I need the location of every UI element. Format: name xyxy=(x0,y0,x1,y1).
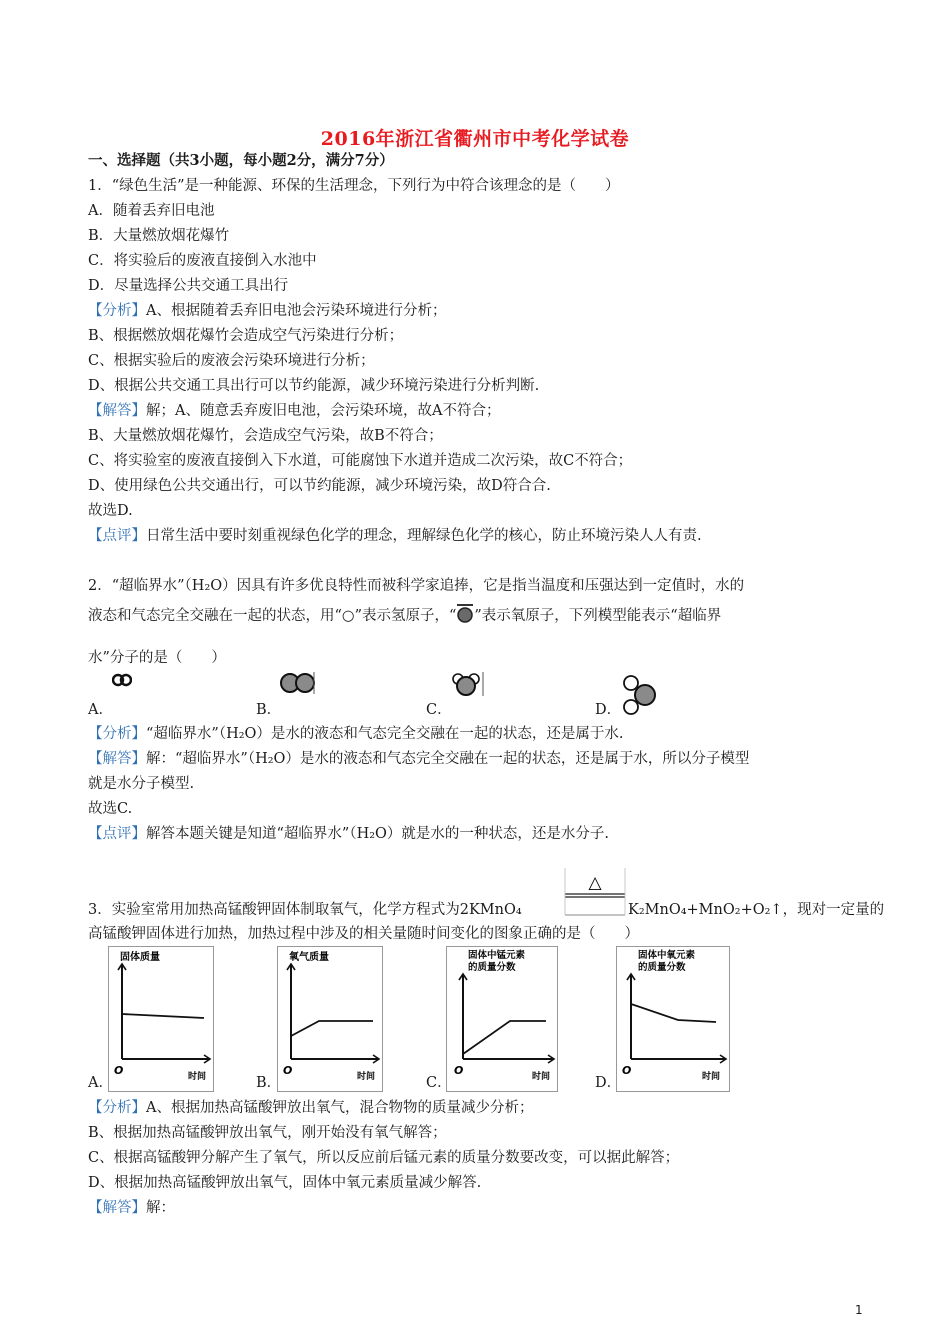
graph-d-ylabel-1: 固体中氧元素 xyxy=(638,950,696,961)
molecule-model-d-icon xyxy=(620,673,658,717)
q1-answer-line xyxy=(88,401,500,421)
q2-option-c-label: C． xyxy=(426,702,452,718)
q3-answer-line xyxy=(88,1198,175,1218)
page-number: 1 xyxy=(855,1303,863,1317)
q3-analysis-line xyxy=(88,1098,533,1118)
q1-analysis-c: C、根据实验后的废液会污染环境进行分析； xyxy=(88,353,375,369)
answer-text: 解： xyxy=(146,1200,175,1216)
answer-tag: 【解答】 xyxy=(88,751,146,767)
comment-tag: 【点评】 xyxy=(88,826,146,842)
graph-a xyxy=(108,946,214,1092)
analysis-text: A、根据随着丢弃旧电池会污染环境进行分析； xyxy=(146,303,447,319)
molecule-model-b-icon xyxy=(280,671,316,695)
comment-text: 解答本题关键是知道“超临界水”（H₂O）就是水的一种状态，还是水分子. xyxy=(146,826,610,842)
q3-stem-2: 高锰酸钾固体进行加热，加热过程中涉及的相关量随时间变化的图象正确的是（ ） xyxy=(88,926,639,942)
answer-tag: 【解答】 xyxy=(88,403,146,419)
q1-stem: 1．“绿色生活”是一种能源、环保的生活理念，下列行为中符合该理念的是（ ） xyxy=(88,178,620,194)
answer-tag: 【解答】 xyxy=(88,1200,146,1216)
q3-stem-1a: 3．实验室常用加热高锰酸钾固体制取氧气，化学方程式为2KMnO₄ xyxy=(88,902,522,918)
comment-tag: 【点评】 xyxy=(88,528,146,544)
oxygen-atom-icon xyxy=(456,604,474,622)
q3-stem-1b: K₂MnO₄+MnO₂+O₂↑，现对一定量的 xyxy=(628,902,885,918)
answer-text: 解；A、随意丢弃废旧电池，会污染环境，故A不符合； xyxy=(146,403,501,419)
q2-choice: 故选C. xyxy=(88,801,133,817)
graph-c-origin: O xyxy=(454,1064,464,1077)
q1-option-a: A．随着丢弃旧电池 xyxy=(88,203,215,219)
q2-comment-line xyxy=(88,824,609,844)
q2-answer-line xyxy=(88,749,749,769)
q2-option-d-label: D． xyxy=(595,702,622,718)
comment-text: 日常生活中要时刻重视绿色化学的理念，理解绿色化学的核心，防止环境污染人人有责. xyxy=(146,528,702,544)
section-heading: 一、选择题（共3小题，每小题2分，满分7分） xyxy=(88,152,394,169)
page-title: 2016年浙江省衢州市中考化学试卷 xyxy=(320,128,630,150)
molecule-model-a-icon xyxy=(112,673,132,687)
graph-c xyxy=(446,946,558,1092)
q2-option-b-label: B． xyxy=(256,702,282,718)
q2-stem-2b: ”表示氧原子，下列模型能表示“超临界 xyxy=(474,608,722,624)
graph-a-xlabel: 时间 xyxy=(188,1072,207,1082)
q1-answer-c: C、将实验室的废液直接倒入下水道，可能腐蚀下水道并造成二次污染，故C不符合； xyxy=(88,453,633,469)
graph-a-curve xyxy=(122,1014,204,1018)
q1-option-c: C．将实验后的废液直接倒入水池中 xyxy=(88,253,317,269)
graph-b-xlabel: 时间 xyxy=(357,1072,376,1082)
graph-c-xlabel: 时间 xyxy=(532,1072,551,1082)
q1-option-d: D．尽量选择公共交通工具出行 xyxy=(88,278,289,294)
q1-option-b: B．大量燃放烟花爆竹 xyxy=(88,228,230,244)
q3-analysis-b: B、根据加热高锰酸钾放出氧气，刚开始没有氧气解答； xyxy=(88,1125,447,1141)
graph-b-origin: O xyxy=(283,1064,293,1077)
q1-answer-b: B、大量燃放烟花爆竹，会造成空气污染，故B不符合； xyxy=(88,428,443,444)
q2-stem-3: 水”分子的是（ ） xyxy=(88,650,226,666)
graph-d xyxy=(616,946,730,1092)
answer-text: 解：“超临界水”（H₂O）是水的液态和气态完全交融在一起的状态，还是属于水，所以分子模型 xyxy=(146,751,750,767)
q2-stem-1: 2．“超临界水”（H₂O）因具有许多优良特性而被科学家追捧，它是指当温度和压强达到一定值时，水的 xyxy=(88,578,745,594)
graph-c-ylabel-1: 固体中锰元素 xyxy=(468,950,526,961)
q2-answer-2: 就是水分子模型. xyxy=(88,776,195,792)
analysis-tag: 【分析】 xyxy=(88,1100,146,1116)
heat-symbol: △ xyxy=(588,873,602,893)
q1-comment-line xyxy=(88,526,702,546)
graph-c-ylabel-2: 的质量分数 xyxy=(468,962,516,973)
graph-b-ylabel: 氧气质量 xyxy=(289,952,329,963)
graph-b-curve xyxy=(291,1021,373,1036)
q1-choice: 故选D. xyxy=(88,503,133,519)
q2-analysis-line xyxy=(88,724,624,744)
graph-b xyxy=(277,946,383,1092)
analysis-text: “超临界水”（H₂O）是水的液态和气态完全交融在一起的状态，还是属于水. xyxy=(146,726,624,742)
graph-d-xlabel: 时间 xyxy=(702,1072,721,1082)
q2-stem-2a: 液态和气态完全交融在一起的状态，用“○”表示氢原子，“ xyxy=(88,608,457,624)
q3-analysis-d: D、根据加热高锰酸钾放出氧气，固体中氧元素质量减少解答. xyxy=(88,1175,482,1191)
q3-option-b-label: B． xyxy=(256,1075,282,1091)
q3-option-c-label: C． xyxy=(426,1075,452,1091)
q3-option-d-label: D． xyxy=(595,1075,622,1091)
q3-option-a-label: A． xyxy=(88,1075,113,1091)
q2-option-a-label: A． xyxy=(88,702,113,718)
q1-answer-d: D、使用绿色公共交通出行，可以节约能源，减少环境污染，故D符合合. xyxy=(88,478,551,494)
analysis-tag: 【分析】 xyxy=(88,303,146,319)
q1-analysis-b: B、根据燃放烟花爆竹会造成空气污染进行分析； xyxy=(88,328,404,344)
molecule-model-c-icon xyxy=(451,671,485,697)
q1-analysis-d: D、根据公共交通工具出行可以节约能源，减少环境污染进行分析判断. xyxy=(88,378,540,394)
graph-a-origin: O xyxy=(114,1064,124,1077)
q1-analysis-line xyxy=(88,301,446,321)
graph-d-origin: O xyxy=(622,1064,632,1077)
q3-analysis-c: C、根据高锰酸钾分解产生了氧气，所以反应前后锰元素的质量分数要改变，可以据此解答； xyxy=(88,1150,680,1166)
graph-a-ylabel: 固体质量 xyxy=(120,952,160,963)
graph-d-ylabel-2: 的质量分数 xyxy=(638,962,686,973)
reaction-condition-box xyxy=(564,868,626,916)
graph-c-curve xyxy=(463,1021,546,1054)
graph-d-curve xyxy=(631,1004,716,1022)
analysis-text: A、根据加热高锰酸钾放出氧气，混合物物的质量减少分析； xyxy=(146,1100,534,1116)
analysis-tag: 【分析】 xyxy=(88,726,146,742)
q2-stem-2 xyxy=(88,604,721,626)
